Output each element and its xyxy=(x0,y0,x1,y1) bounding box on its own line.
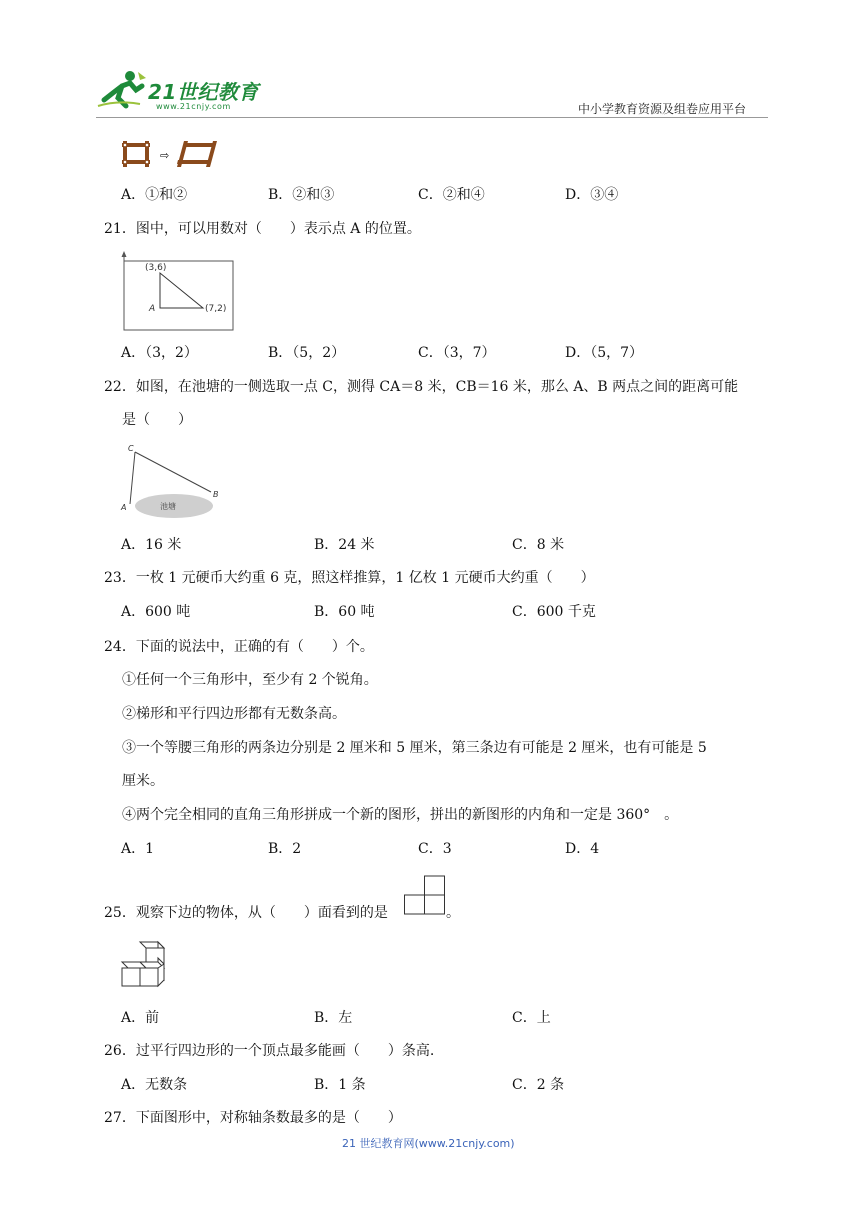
header-divider xyxy=(96,117,768,118)
q22-pond-label: 池塘 xyxy=(160,502,176,511)
logo-url: www.21cnjy.com xyxy=(156,102,231,111)
q21-label-top: (3,6) xyxy=(145,263,167,273)
svg-text:⇨: ⇨ xyxy=(160,149,170,162)
q24-stem: 24．下面的说法中，正确的有（ ）个。 xyxy=(104,639,374,655)
q23-stem: 23．一枚 1 元硬币大约重 6 克，照这样推算，1 亿枚 1 元硬币大约重（ ） xyxy=(104,570,595,586)
q22-pond-figure xyxy=(118,440,223,520)
q25-option-b[interactable]: B．左 xyxy=(314,1010,353,1026)
q24-statement-2: ②梯形和平行四边形都有无数条高。 xyxy=(122,706,346,722)
header-platform-text: 中小学教育资源及组卷应用平台 xyxy=(578,102,747,116)
q25-cubes-figure xyxy=(120,940,170,992)
q20-frame-figure xyxy=(120,140,230,170)
q22-option-c[interactable]: C．8 米 xyxy=(512,537,565,553)
q22-option-a[interactable]: A．16 米 xyxy=(121,537,182,553)
q24-option-c[interactable]: C．3 xyxy=(418,841,452,857)
q21-label-right: (7,2) xyxy=(205,304,227,314)
q26-stem: 26．过平行四边形的一个顶点最多能画（ ）条高. xyxy=(104,1043,435,1059)
q26-option-a[interactable]: A．无数条 xyxy=(121,1077,188,1093)
q21-option-c[interactable]: C．（3，7） xyxy=(418,345,496,361)
q23-option-a[interactable]: A．600 吨 xyxy=(121,604,191,620)
q22-stem-line2: 是（ ） xyxy=(122,412,192,428)
q21-option-b[interactable]: B．（5，2） xyxy=(268,345,346,361)
runner-logo-icon xyxy=(96,70,148,110)
q21-option-a[interactable]: A．（3，2） xyxy=(121,345,198,361)
q24-statement-3: ③一个等腰三角形的两条边分别是 2 厘米和 5 厘米，第三条边有可能是 2 厘米，也有可能是 5 xyxy=(122,740,707,756)
q24-option-b[interactable]: B．2 xyxy=(268,841,302,857)
q24-statement-1: ①任何一个三角形中，至少有 2 个锐角。 xyxy=(122,672,378,688)
header-logo xyxy=(96,68,266,114)
q25-option-c[interactable]: C．上 xyxy=(512,1010,551,1026)
q21-stem: 21．图中，可以用数对（ ）表示点 A 的位置。 xyxy=(104,221,421,237)
q25-stem-end: 。 xyxy=(446,905,460,921)
q25-stem: 25．观察下边的物体，从（ ）面看到的是 xyxy=(104,905,388,921)
q20-option-a[interactable]: A．①和② xyxy=(121,187,188,203)
q22-label-a: A xyxy=(121,503,127,512)
q22-label-c: C xyxy=(128,444,134,453)
q21-option-d[interactable]: D．（5，7） xyxy=(565,345,644,361)
q22-stem-line1: 22．如图，在池塘的一侧选取一点 C，测得 CA＝8 米，CB＝16 米，那么 A、B 两点之间的距离可能 xyxy=(104,379,739,395)
q23-option-c[interactable]: C．600 千克 xyxy=(512,604,596,620)
q23-option-b[interactable]: B．60 吨 xyxy=(314,604,375,620)
q27-stem: 27．下面图形中，对称轴条数最多的是（ ） xyxy=(104,1110,402,1126)
q24-statement-4: ④两个完全相同的直角三角形拼成一个新的图形，拼出的新图形的内角和一定是 360° 。 xyxy=(122,807,679,823)
q26-option-c[interactable]: C．2 条 xyxy=(512,1077,565,1093)
q22-option-b[interactable]: B．24 米 xyxy=(314,537,375,553)
q20-option-c[interactable]: C．②和④ xyxy=(418,187,485,203)
q24-option-d[interactable]: D．4 xyxy=(565,841,600,857)
q20-option-b[interactable]: B．②和③ xyxy=(268,187,335,203)
q24-option-a[interactable]: A．1 xyxy=(121,841,155,857)
q26-option-b[interactable]: B．1 条 xyxy=(314,1077,366,1093)
q21-label-point: A xyxy=(149,304,156,314)
q24-statement-3-cont: 厘米。 xyxy=(122,773,164,789)
q25-option-a[interactable]: A．前 xyxy=(121,1010,160,1026)
logo-text: 21世纪教育 xyxy=(148,80,259,104)
q25-view-icon xyxy=(404,875,446,917)
q22-label-b: B xyxy=(213,490,219,499)
q21-coordinate-figure xyxy=(115,250,245,335)
footer-text: 21 世纪教育网(www.21cnjy.com) xyxy=(342,1137,515,1150)
q20-option-d[interactable]: D．③④ xyxy=(565,187,619,203)
